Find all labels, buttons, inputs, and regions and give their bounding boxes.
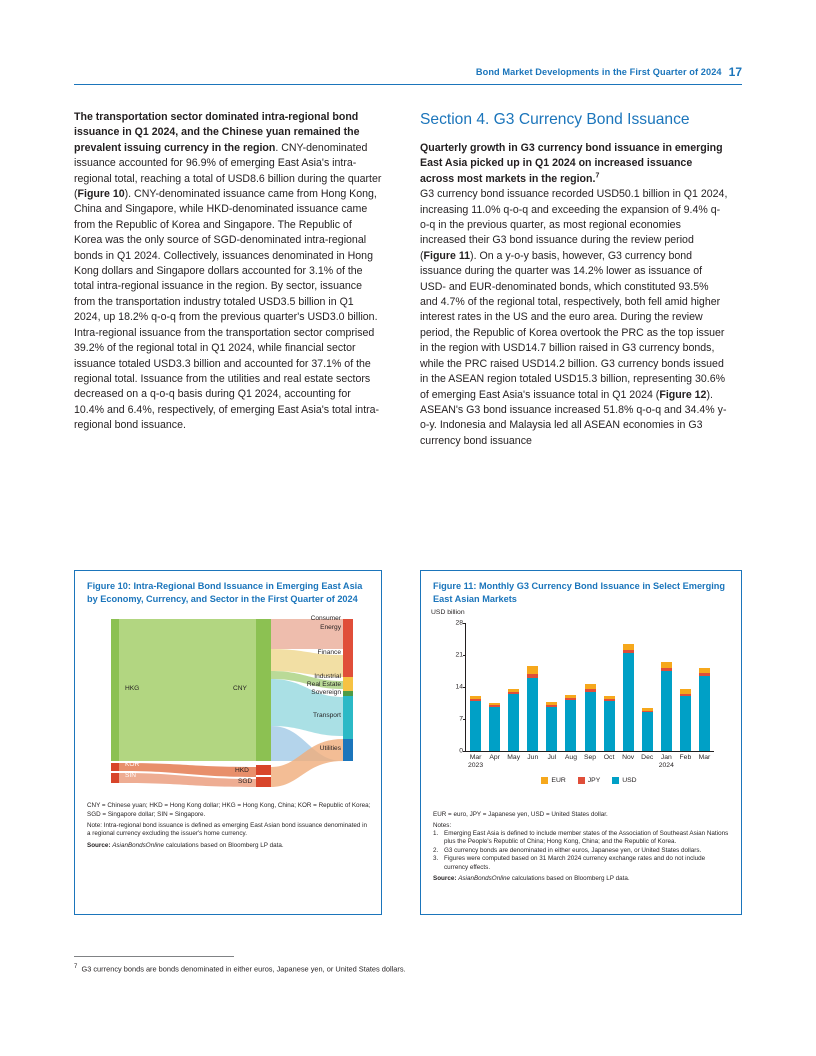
bar-segment-eur xyxy=(623,644,634,650)
bar-nov xyxy=(623,644,634,751)
x-tick-8: Nov xyxy=(622,754,635,762)
legend-label-eur: EUR xyxy=(551,777,566,785)
note-number-3: 3. xyxy=(433,855,439,863)
x-tick-0: Mar xyxy=(469,754,482,762)
bar-segment-usd xyxy=(604,701,615,751)
sankey-node-utilities: Utilities xyxy=(319,745,341,753)
chart-plot-area xyxy=(455,619,714,770)
bar-segment-usd xyxy=(470,701,481,751)
y-tick-1: 7 xyxy=(459,715,463,723)
bar-segment-usd xyxy=(546,707,557,751)
section-heading: Section 4. G3 Currency Bond Issuance xyxy=(420,111,690,128)
sankey-node-kor: KOR xyxy=(125,761,140,769)
sankey-node-sovereign: Sovereign xyxy=(311,689,341,697)
x-year-label-2023: 2023 xyxy=(467,762,484,770)
header-title: Bond Market Developments in the First Quarter of 2024 xyxy=(475,67,722,77)
bar-mar xyxy=(470,696,481,751)
bar-segment-eur xyxy=(527,666,538,674)
legend-label-usd: USD xyxy=(622,777,637,785)
footnote-marker-inline: 7 xyxy=(595,172,600,180)
figure-11-note-3 xyxy=(433,855,731,872)
note-text-2: G3 currency bonds are denominated in either euros, Japanese yen, or United States dollars. xyxy=(444,846,702,854)
x-year-label-2024: 2024 xyxy=(658,762,674,770)
bar-mar xyxy=(699,668,710,752)
note-number-2: 2. xyxy=(433,846,439,854)
sankey-node-transport: Transport xyxy=(313,712,341,720)
sankey-node-finance: Finance xyxy=(317,649,341,657)
bar-segment-usd xyxy=(565,700,576,752)
left-body-2: ). CNY-denominated issuance came from Hong Kong, China and Singapore, while HKD-denominated issuance came from the Republic of Korea and Singapore. The Republic of Korea was the only source of SGD-denominated intra-regional bonds in Q1 2024. Collectively, issuances denominated in Hong Kong dollars and Singapore dollars accounted for 3.1% of the total intra-regional issuance in the region. By sector, issuance from the transportation industry totaled USD3.5 billion in Q1 2024, up 18.2% q-o-q from the previous quarter's USD3.0 billion. Intra-regional issuance from the transportation sector comprised 39.2% of the regional total in Q1 2024, while financial sector issuance totaled USD3.3 billion and accounted for 37.1% of the regional total. Issuance from the utilities and real estate sectors decreased on a q-o-q basis during Q1 2024, accounting for 10.4% and 6.4%, respectively, of emerging East Asia's total intra-regional bond issuance. xyxy=(74,188,380,432)
figure-10-source-rest: calculations based on Bloomberg LP data. xyxy=(164,841,284,849)
left-lead: The transportation sector dominated intra-regional bond issuance in Q1 2024, and the Chinese yuan remained the prevalent issuing currency in the region xyxy=(74,111,360,154)
bar-segment-eur xyxy=(699,668,710,673)
chart-legend xyxy=(465,777,713,784)
footnote-number: 7 xyxy=(74,964,78,970)
y-axis-unit-label: USD billion xyxy=(431,609,465,617)
sankey-node-industrial: Industrial xyxy=(314,673,341,681)
page-header xyxy=(74,62,742,80)
bar-segment-usd xyxy=(623,653,634,751)
y-tick-2: 14 xyxy=(455,683,463,691)
bar-dec xyxy=(642,708,653,751)
bar-oct xyxy=(604,696,615,751)
sankey-node-energy: Energy xyxy=(320,624,341,632)
y-tickmark-0 xyxy=(463,751,466,752)
right-lead xyxy=(420,141,728,187)
bar-segment-usd xyxy=(680,696,691,751)
sankey-node-consumer: Consumer xyxy=(310,615,341,623)
figure-10-notes xyxy=(75,802,381,850)
figure-11-abbreviations: EUR = euro, JPY = Japanese yen, USD = United States dollar. xyxy=(433,811,608,819)
figure-10-sankey-chart xyxy=(85,611,373,796)
bar-segment-jpy xyxy=(527,674,538,678)
figure-10-title: Figure 10: Intra-Regional Bond Issuance in Emerging East Asia by Economy, Currency, and Sector in the First Quarter of 2024 xyxy=(87,581,363,604)
left-body-1: . CNY-denominated issuance accounted for 96.9% of emerging East Asia's intra-regional total, reaching a total of USD8.6 billion during the quarter ( xyxy=(74,141,382,201)
bar-segment-eur xyxy=(661,662,672,668)
figure-10-panel xyxy=(74,570,382,915)
sankey-node-cny: CNY xyxy=(233,685,247,693)
y-tickmark-4 xyxy=(463,623,466,624)
right-body-2: ). On a y-o-y basis, however, G3 currency bond issuance during the quarter was 14.2% lower as issuance of USD- and EUR-denominated bonds, which constituted 93.5% and 4.7% of the regional total, respectively, both fell amid higher interest rates in the US and the euro area. During the review period, the Republic of Korea overtook the PRC as the top issuer in the region with USD14.7 billion raised in G3 currency bonds, while the PRC raised USD14.2 billion. G3 currency bonds issued in the ASEAN region totaled USD15.3 billion, representing 30.6% of emerging East Asia's issuance total in Q1 2024 ( xyxy=(420,249,726,401)
bar-segment-usd xyxy=(642,712,653,751)
x-tick-4: Jul xyxy=(547,754,557,762)
bar-segment-jpy xyxy=(661,668,672,671)
figure-11-panel xyxy=(420,570,742,915)
x-tick-10: Jan xyxy=(660,754,672,762)
figure-11-note-1 xyxy=(433,830,731,847)
figure-10-source-label: Source: xyxy=(87,841,113,849)
note-text-3: Figures were computed based on 31 March 2024 currency exchange rates and do not include currency effects. xyxy=(444,855,706,871)
x-tick-11: Feb xyxy=(679,754,692,762)
bar-apr xyxy=(489,703,500,751)
bar-segment-eur xyxy=(546,702,557,705)
bar-jan xyxy=(661,662,672,751)
bar-segment-usd xyxy=(508,694,519,751)
right-column xyxy=(420,110,728,449)
left-paragraph xyxy=(74,110,382,434)
right-body-1: G3 currency bond issuance recorded USD50.1 billion in Q1 2024, increasing 11.0% q-o-q and exceeding the expansion of 9.4% q-o-q in the previous quarter, as most regional economies increased their G3 bond issuance during the review period ( xyxy=(420,188,728,262)
legend-item-eur xyxy=(541,777,565,784)
bar-segment-usd xyxy=(699,676,710,751)
bar-segment-jpy xyxy=(699,673,710,676)
figure-10-source xyxy=(87,842,371,850)
bar-segment-eur xyxy=(470,696,481,698)
legend-swatch-usd xyxy=(612,777,619,784)
bar-segment-eur xyxy=(642,708,653,711)
bar-segment-jpy xyxy=(508,692,519,694)
figure-10-source-name: AsianBondsOnline xyxy=(112,841,165,849)
bar-jun xyxy=(527,666,538,751)
figure-11-source-name: AsianBondsOnline xyxy=(458,875,511,883)
bar-segment-usd xyxy=(527,678,538,751)
x-tick-12: Mar xyxy=(698,754,711,762)
bar-feb xyxy=(680,689,691,751)
note-text-1: Emerging East Asia is defined to include member states of the Association of Southeast Asian Nations plus the People's Republic of China; Hong Kong, China; and the Republic of Korea. xyxy=(444,830,729,846)
bar-jul xyxy=(546,702,557,751)
bar-may xyxy=(508,689,519,751)
legend-label-jpy: JPY xyxy=(587,777,601,785)
figure-11-notes-label: Notes: xyxy=(433,821,452,829)
figure-11-bar-chart xyxy=(431,609,731,809)
bar-aug xyxy=(565,695,576,752)
bar-segment-jpy xyxy=(489,705,500,707)
x-tick-1: Apr xyxy=(489,754,500,762)
sankey-node-real-estate: Real Estate xyxy=(306,681,341,689)
bar-segment-usd xyxy=(489,707,500,751)
y-tick-0: 0 xyxy=(459,747,463,755)
y-tick-3: 21 xyxy=(455,651,463,659)
bar-segment-jpy xyxy=(680,694,691,696)
figure12-reference: Figure 12 xyxy=(659,388,707,401)
figure-11-source-label: Source: xyxy=(433,875,459,883)
right-lead-text: Quarterly growth in G3 currency bond issuance in emerging East Asia picked up in Q1 2024 on increased issuance across most markets in the region. xyxy=(420,142,723,185)
footnote-divider xyxy=(74,956,234,957)
bar-segment-eur xyxy=(489,703,500,705)
note-number-1: 1. xyxy=(433,830,439,837)
bar-segment-eur xyxy=(508,689,519,692)
x-tick-3: Jun xyxy=(527,754,539,762)
bar-segment-jpy xyxy=(642,711,653,713)
y-tick-4: 28 xyxy=(455,619,463,627)
bar-segment-eur xyxy=(565,695,576,698)
bar-segment-jpy xyxy=(585,689,596,692)
bar-sep xyxy=(585,684,596,751)
legend-swatch-jpy xyxy=(578,777,585,784)
sankey-node-sin: SIN xyxy=(125,772,136,780)
bar-segment-eur xyxy=(680,689,691,694)
footnote-text: G3 currency bonds are bonds denominated in either euros, Japanese yen, or United States dollars. xyxy=(81,964,406,974)
right-paragraph xyxy=(420,141,728,449)
x-tick-2: May xyxy=(507,754,521,762)
figure-10-abbreviations: CNY = Chinese yuan; HKD = Hong Kong dollar; HKG = Hong Kong, China; KOR = Republic of Korea; SGD = Singapore dollar; SIN = Singapore. xyxy=(87,802,371,818)
sankey-node-sgd: SGD xyxy=(238,778,253,786)
x-tick-6: Sep xyxy=(583,754,597,762)
y-tickmark-2 xyxy=(463,687,466,688)
bar-segment-eur xyxy=(604,696,615,699)
header-divider xyxy=(74,84,742,85)
legend-swatch-eur xyxy=(541,777,548,784)
sankey-node-hkg: HKG xyxy=(125,685,140,693)
bar-segment-jpy xyxy=(623,650,634,653)
figure-11-notes xyxy=(421,811,741,883)
bar-segment-usd xyxy=(585,692,596,751)
page-number: 17 xyxy=(728,65,742,79)
figure-11-title: Figure 11: Monthly G3 Currency Bond Issuance in Select Emerging East Asian Markets xyxy=(433,581,726,604)
bar-segment-jpy xyxy=(565,698,576,700)
figure-11-source xyxy=(433,875,731,883)
right-body-3: ). ASEAN's G3 bond issuance increased 51.8% q-o-q and 34.4% y-o-y. Indonesia and Malaysia led all ASEAN economies in G3 currency bond issuance xyxy=(420,388,727,447)
x-tick-9: Dec xyxy=(641,754,654,762)
y-tickmark-3 xyxy=(463,655,466,656)
figure-11-note-2 xyxy=(433,847,731,855)
sankey-svg xyxy=(85,611,373,796)
bar-segment-jpy xyxy=(546,705,557,707)
left-column xyxy=(74,110,382,434)
legend-item-usd xyxy=(612,777,636,784)
figure-11-source-rest: calculations based on Bloomberg LP data. xyxy=(510,875,630,883)
x-tick-5: Aug xyxy=(564,754,577,762)
x-tick-7: Oct xyxy=(603,754,615,762)
bar-segment-jpy xyxy=(470,699,481,701)
bar-segment-jpy xyxy=(604,699,615,701)
figure11-reference: Figure 11 xyxy=(423,249,471,262)
figure-10-note: Note: Intra-regional bond issuance is defined as emerging East Asian bond issuance denominated in a regional currency excluding the issuer's home currency. xyxy=(87,822,368,838)
bar-segment-usd xyxy=(661,671,672,751)
legend-item-jpy xyxy=(578,777,600,784)
y-tickmark-1 xyxy=(463,719,466,720)
figure10-reference: Figure 10 xyxy=(77,188,125,201)
sankey-node-hkd: HKD xyxy=(235,767,249,775)
footnote xyxy=(74,962,634,974)
bar-segment-eur xyxy=(585,684,596,689)
